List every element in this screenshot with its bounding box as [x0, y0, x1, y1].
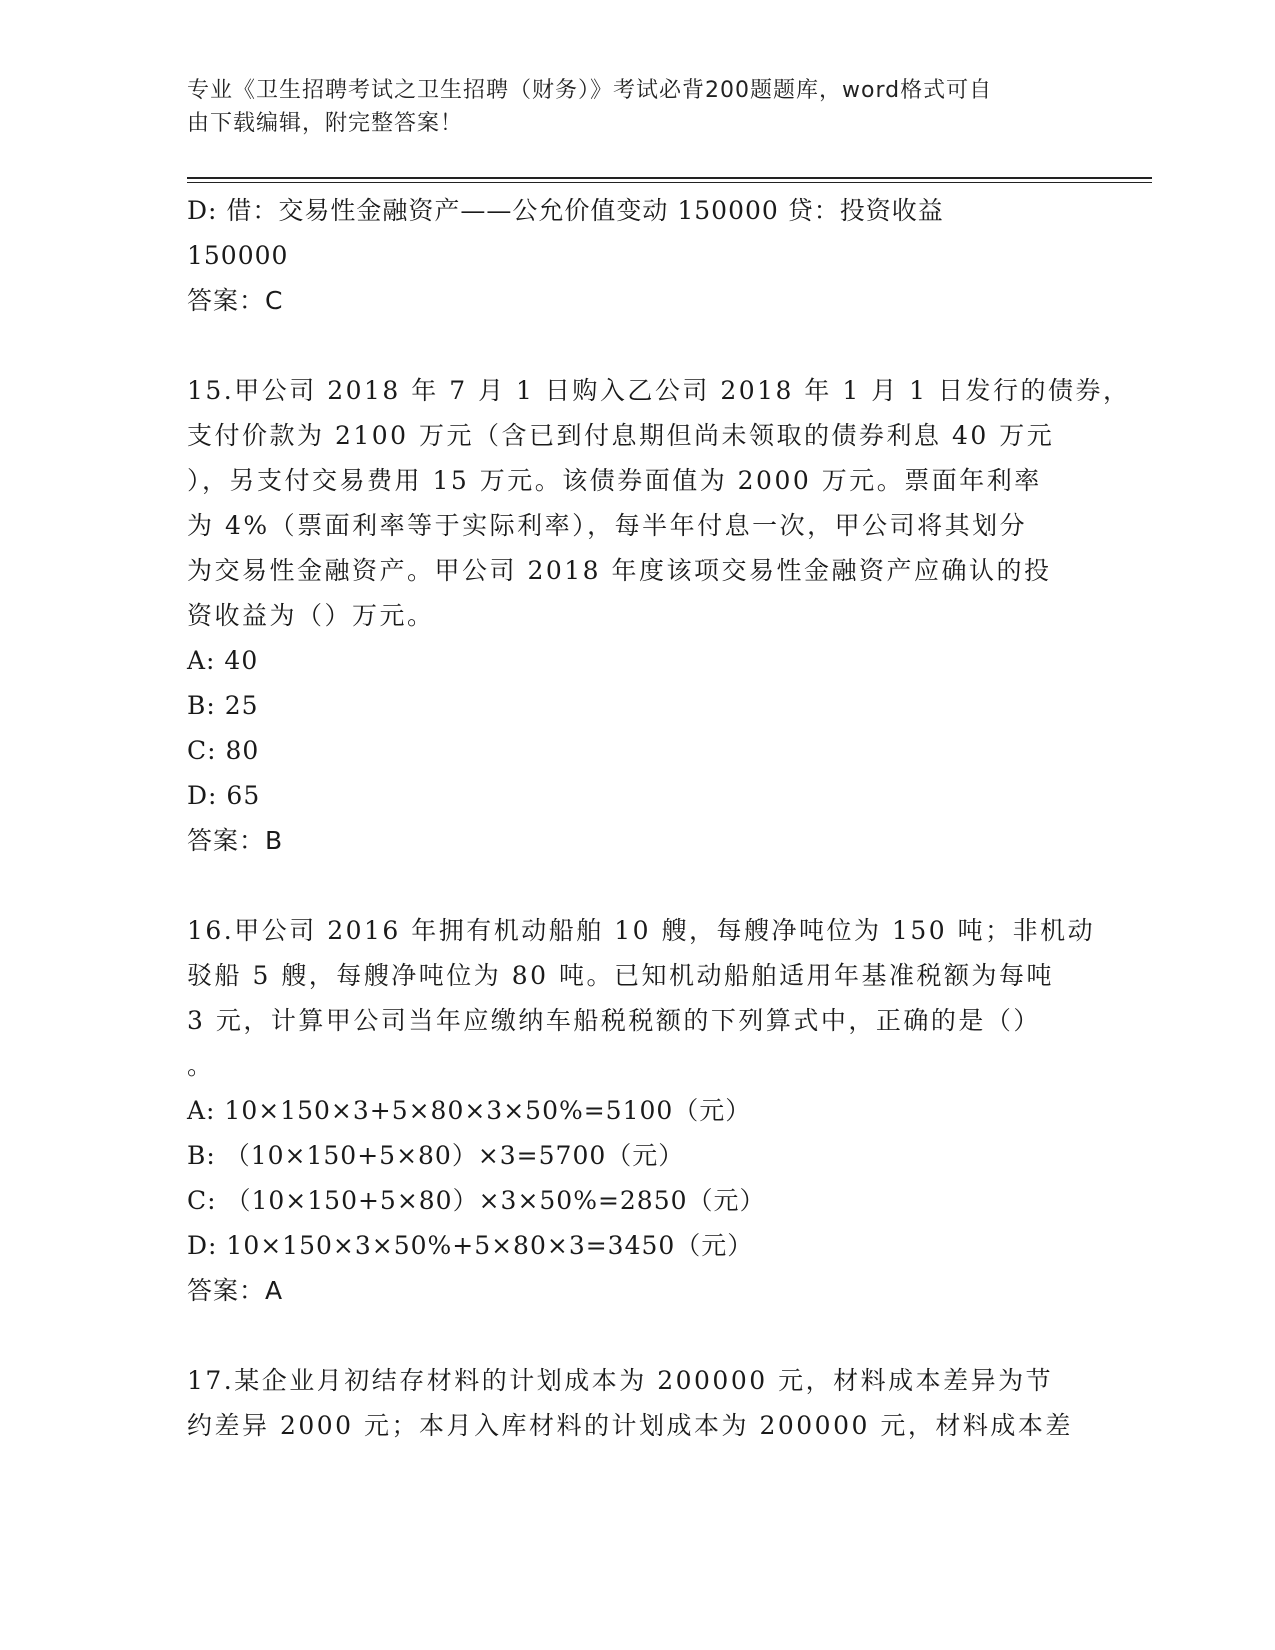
option-d: D: 10×150×3×50%+5×80×3=3450（元） — [187, 1231, 754, 1260]
question-14-tail — [187, 188, 1077, 323]
option-d: D: 65 — [187, 781, 261, 810]
answer-line: 答案：A — [187, 1276, 284, 1305]
answer-line: 答案：B — [187, 826, 284, 855]
option-c: C: 80 — [187, 736, 260, 765]
option-d-line-1: D: 借：交易性金融资产——公允价值变动 150000 贷：投资收益 — [187, 196, 944, 225]
option-b: B: 25 — [187, 691, 259, 720]
spacer — [187, 863, 1077, 908]
option-a: A: 10×150×3+5×80×3×50%=5100（元） — [187, 1096, 752, 1125]
option-b: B: （10×150+5×80）×3=5700（元） — [187, 1141, 685, 1170]
header-line-2: 由下载编辑，附完整答案！ — [187, 111, 464, 136]
question-15 — [187, 368, 1131, 863]
question-stem-line: 约差异 2000 元；本月入库材料的计划成本为 200000 元，材料成本差 — [187, 1411, 1073, 1440]
option-c: C: （10×150+5×80）×3×50%=2850（元） — [187, 1186, 766, 1215]
question-content — [187, 188, 1131, 1448]
header-divider-thick — [187, 177, 1152, 179]
page-header — [187, 74, 1077, 140]
question-stem-line: 驳船 5 艘，每艘净吨位为 80 吨。已知机动船舶适用年基准税额为每吨 — [187, 961, 1055, 990]
question-stem-line: 支付价款为 2100 万元（含已到付息期但尚未领取的债券利息 40 万元 — [187, 421, 1055, 450]
spacer — [187, 1313, 1077, 1358]
question-stem-line: 3 元，计算甲公司当年应缴纳车船税税额的下列算式中，正确的是（） — [187, 1006, 1041, 1035]
option-a: A: 40 — [187, 646, 259, 675]
question-stem-line: 为交易性金融资产。甲公司 2018 年度该项交易性金融资产应确认的投 — [187, 556, 1052, 585]
header-divider-thin — [187, 182, 1152, 183]
question-stem-line: 。 — [187, 1051, 215, 1080]
question-stem-line: 为 4%（票面利率等于实际利率），每半年付息一次，甲公司将其划分 — [187, 511, 1028, 540]
question-stem-line: 15.甲公司 2018 年 7 月 1 日购入乙公司 2018 年 1 月 1 日发行的债券， — [187, 376, 1131, 405]
question-stem-line: 16.甲公司 2016 年拥有机动船舶 10 艘，每艘净吨位为 150 吨；非机动 — [187, 916, 1096, 945]
question-stem-line: 资收益为（）万元。 — [187, 601, 435, 630]
header-line-1: 专业《卫生招聘考试之卫生招聘（财务）》考试必背200题题库，word格式可自 — [187, 78, 993, 103]
question-stem-line: 17.某企业月初结存材料的计划成本为 200000 元，材料成本差异为节 — [187, 1366, 1054, 1395]
option-d-line-2: 150000 — [187, 241, 289, 270]
question-17 — [187, 1358, 1077, 1448]
answer-line: 答案：C — [187, 286, 284, 315]
question-16 — [187, 908, 1096, 1313]
question-stem-line: ），另支付交易费用 15 万元。该债券面值为 2000 万元。票面年利率 — [187, 466, 1042, 495]
spacer — [187, 323, 1077, 368]
